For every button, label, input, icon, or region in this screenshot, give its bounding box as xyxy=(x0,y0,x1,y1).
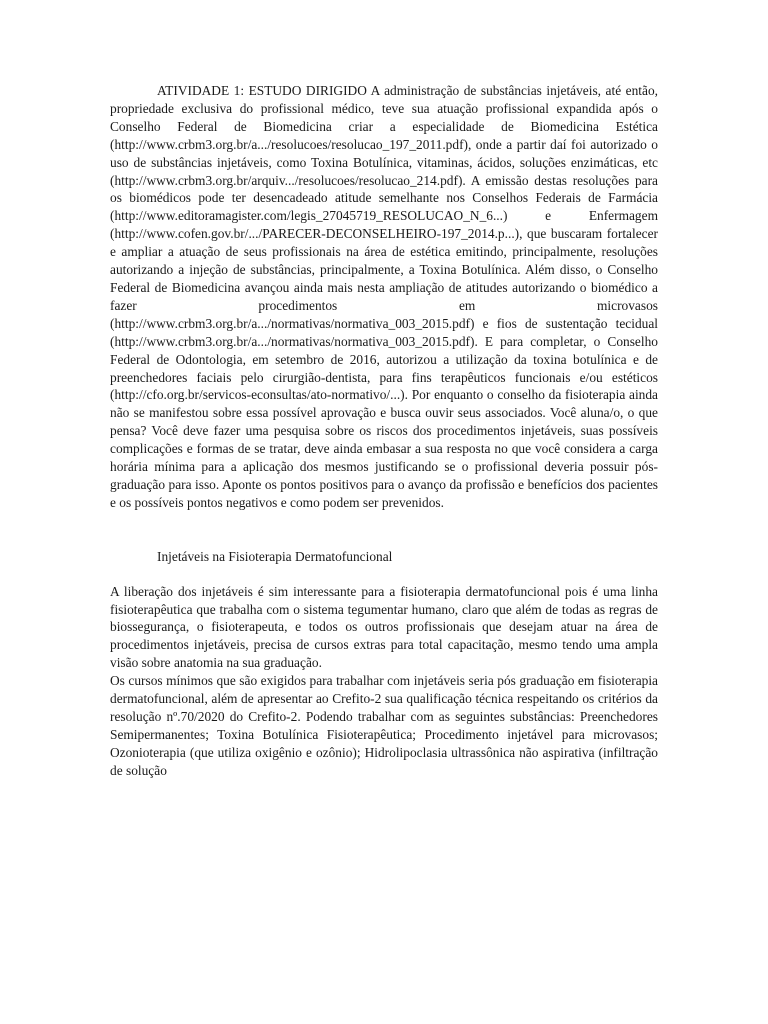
body-paragraph-1: A liberação dos injetáveis é sim interessante para a fisioterapia dermatofuncional pois é uma linha fisioterapêutica que trabalha com o sistema tegumentar humano, claro que além de todas as regras de biossegurança, o fisioterapeuta, e todos os outros profissionais que desejam atuar na área de procedimentos injetáveis, precisa de cursos extras para total capacitação, mesmo tendo uma ampla visão sobre anatomia na sua graduação. xyxy=(110,583,658,671)
body-paragraph-2: Os cursos mínimos que são exigidos para trabalhar com injetáveis seria pós graduação em fisioterapia dermatofuncional, além de apresentar ao Crefito-2 sua qualificação técnica respeitando os critérios da resolução nº.70/2020 do Crefito-2. Podendo trabalhar com as seguintes substâncias: Preenchedores Semipermanentes; Toxina Botulínica Fisioterapêutica; Procedimento injetável para microvasos; Ozonioterapia (que utiliza oxigênio e ozônio); Hidrolipoclasia ultrassônica não aspirativa (infiltração de solução xyxy=(110,673,658,778)
section-heading: Injetáveis na Fisioterapia Dermatofuncional xyxy=(157,548,393,564)
heading-spacer xyxy=(110,566,658,583)
activity-paragraph: ATIVIDADE 1: ESTUDO DIRIGIDO A administração de substâncias injetáveis, até então, propriedade exclusiva do profissional médico, teve sua atuação profissional expandida após o Conselho Federal de Biomedicina criar a especialidade de Biomedicina Estética (http://www.crbm3.org.br/a.../resolucoes/resolucao_197_2011.pdf), onde a partir daí foi autorizado o uso de substâncias injetáveis, como Toxina Botulínica, vitaminas, ácidos, soluções enzimáticas, etc (http://www.crbm3.org.br/arquiv.../resolucoes/resolucao_214.pdf). A emissão destas resoluções para os biomédicos pode ter desencadeado atitude semelhante nos Conselhos Federais de Farmácia (http://www.editoramagister.com/legis_27045719_RESOLUCAO_N_6...) e Enfermagem (http://www.cofen.gov.br/.../PARECER-DECONSELHEIRO-197_2014.p...), que buscaram fortalecer e ampliar a atuação de seus profissionais na área de estética emitindo, principalmente, resoluções autorizando a injeção de substâncias, principalmente, a Toxina Botulínica. Além disso, o Conselho Federal de Biomedicina avançou ainda mais nesta ampliação de atitudes autorizando o biomédico a fazer procedimentos em microvasos (http://www.crbm3.org.br/a.../normativas/normativa_003_2015.pdf) e fios de sustentação tecidual (http://www.crbm3.org.br/a.../normativas/normativa_003_2015.pdf). E para completar, o Conselho Federal de Odontologia, em setembro de 2016, autorizou a utilização da toxina botulínica e de preenchedores faciais pelo cirurgião-dentista, para fins terapêuticos funcionais e/ou estéticos (http://cfo.org.br/servicos-econsultas/ato-normativo/...). Por enquanto o conselho da fisioterapia ainda não se manifestou sobre essa possível aprovação e busca ouvir seus associados. Você aluna/o, o que pensa? Você deve fazer uma pesquisa sobre os riscos dos procedimentos injetáveis, suas possíveis complicações e formas de se tratar, deve ainda embasar a sua resposta no que você considera a carga horária mínima para a aplicação dos mesmos justificando se o profissional deveria possuir pós-graduação para isso. Aponte os pontos positivos para o avanço da profissão e benefícios dos pacientes e os possíveis pontos negativos e como podem ser prevenidos. xyxy=(110,83,658,510)
paragraph-spacer xyxy=(110,512,658,548)
document-page xyxy=(110,82,658,780)
